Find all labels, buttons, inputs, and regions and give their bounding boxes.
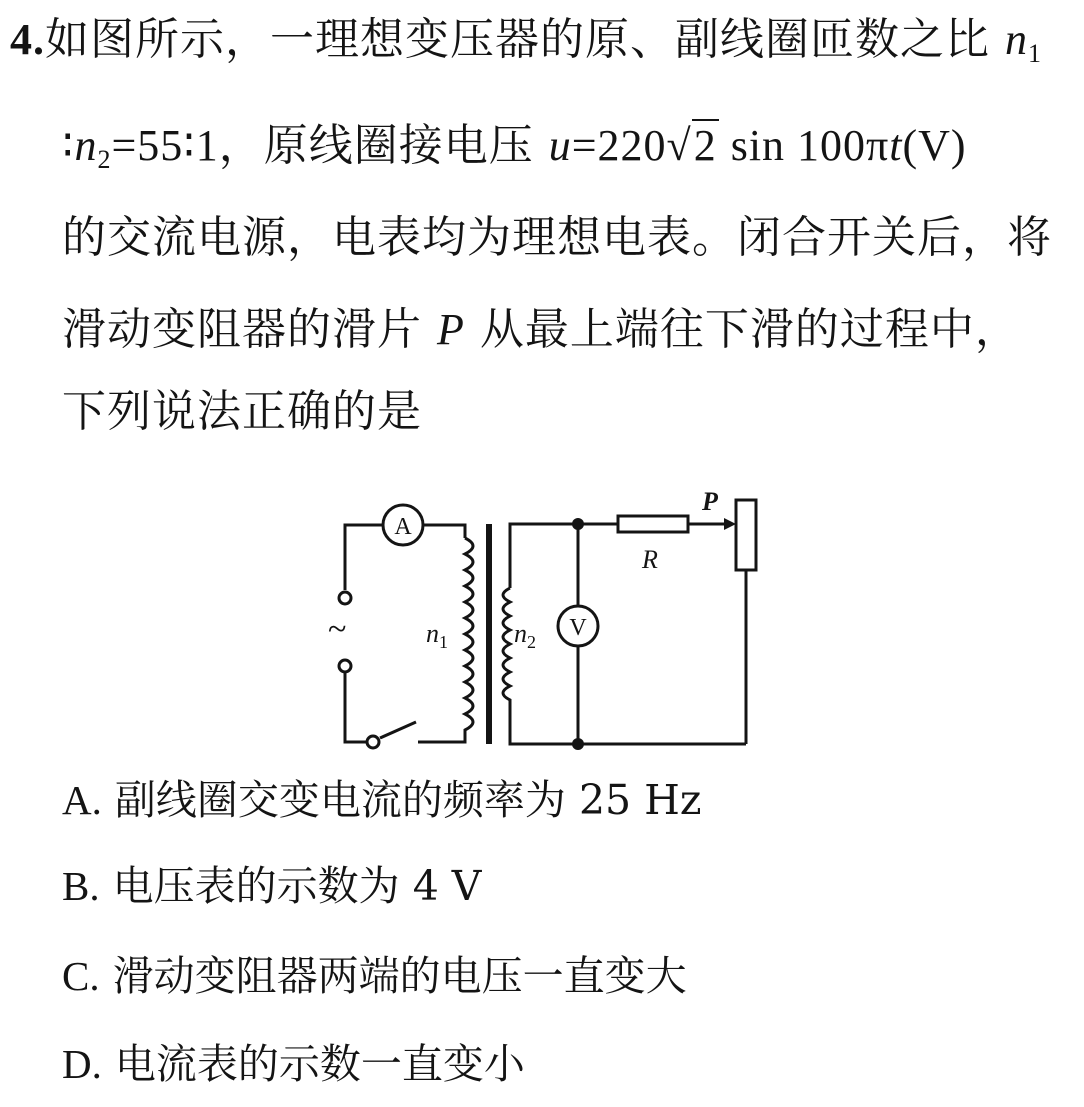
n1-variable: $n_1$ xyxy=(1005,15,1042,68)
voltage-amplitude: =220 xyxy=(571,121,667,170)
question-line-2 xyxy=(62,118,967,188)
primary-coil xyxy=(465,538,473,732)
primary-coil-label: $n_1$ xyxy=(426,619,448,652)
t-variable: t xyxy=(889,121,903,170)
question-text-1: 如图所示，一理想变压器的原、副线圈匝数之比 xyxy=(45,14,990,65)
option-b-label: B. xyxy=(62,863,100,909)
resistor-label: R xyxy=(642,545,658,574)
secondary-coil xyxy=(503,588,510,702)
primary-top-right-wire xyxy=(424,525,465,538)
option-a-label: A. xyxy=(62,777,102,823)
option-d-label: D. xyxy=(62,1041,102,1087)
question-line-3: 的交流电源，电表均为理想电表。闭合开关后，将 xyxy=(62,212,1052,263)
ratio-colon: ∶ xyxy=(62,120,75,171)
question-line-5: 下列说法正确的是 xyxy=(62,386,422,437)
u-variable: u xyxy=(548,121,572,170)
secondary-coil-label: $n_2$ xyxy=(514,619,536,652)
ac-source-symbol: ~ xyxy=(328,611,347,648)
option-a[interactable] xyxy=(62,772,702,828)
question-line-4 xyxy=(62,302,1020,358)
voltage-unit: (V) xyxy=(902,121,967,170)
turns-ratio: =55∶1 xyxy=(111,121,219,170)
sqrt-argument: 2 xyxy=(693,121,717,170)
ac-terminal-bottom xyxy=(339,660,351,672)
option-a-text: 副线圈交变电流的频率为 25 Hz xyxy=(114,776,702,824)
slider-arrowhead xyxy=(724,518,736,530)
secondary-bottom-wire xyxy=(510,702,578,744)
primary-top-left-wire xyxy=(345,525,382,590)
p-variable: P xyxy=(437,305,465,354)
option-d-text: 电流表的示数一直变小 xyxy=(114,1040,525,1088)
option-d[interactable] xyxy=(62,1036,525,1092)
junction-dot-bottom xyxy=(572,738,584,750)
option-c-label: C. xyxy=(62,953,100,999)
switch-pivot xyxy=(367,736,379,748)
question-text-4a: 滑动变阻器的滑片 xyxy=(62,304,422,355)
switch-blade xyxy=(380,722,416,738)
question-text-4b: 从最上端往下滑的过程中， xyxy=(479,304,1020,355)
junction-dot-top xyxy=(572,518,584,530)
question-text-2: ，原线圈接电压 xyxy=(218,120,534,171)
question-number: 4. xyxy=(10,15,45,64)
ammeter-label: A xyxy=(394,514,412,540)
ac-terminal-top xyxy=(339,592,351,604)
option-c[interactable] xyxy=(62,948,687,1004)
question-line-1 xyxy=(10,12,1042,82)
sine-term: sin 100π xyxy=(718,121,890,170)
option-b-text: 电压表的示数为 4 V xyxy=(112,862,482,910)
rheostat-body xyxy=(736,500,756,570)
secondary-top-wire xyxy=(510,524,578,588)
option-c-text: 滑动变阻器两端的电压一直变大 xyxy=(112,952,687,1000)
primary-bottom-right-wire xyxy=(418,732,465,742)
option-b[interactable] xyxy=(62,858,481,914)
sqrt-symbol: √ xyxy=(666,121,692,170)
n2-variable: $n_2$ xyxy=(74,121,112,174)
fixed-resistor xyxy=(618,516,688,532)
primary-bottom-left-wire xyxy=(345,672,366,742)
voltmeter-label: V xyxy=(569,615,587,641)
slider-label: P xyxy=(702,487,718,516)
circuit-diagram xyxy=(300,480,780,760)
